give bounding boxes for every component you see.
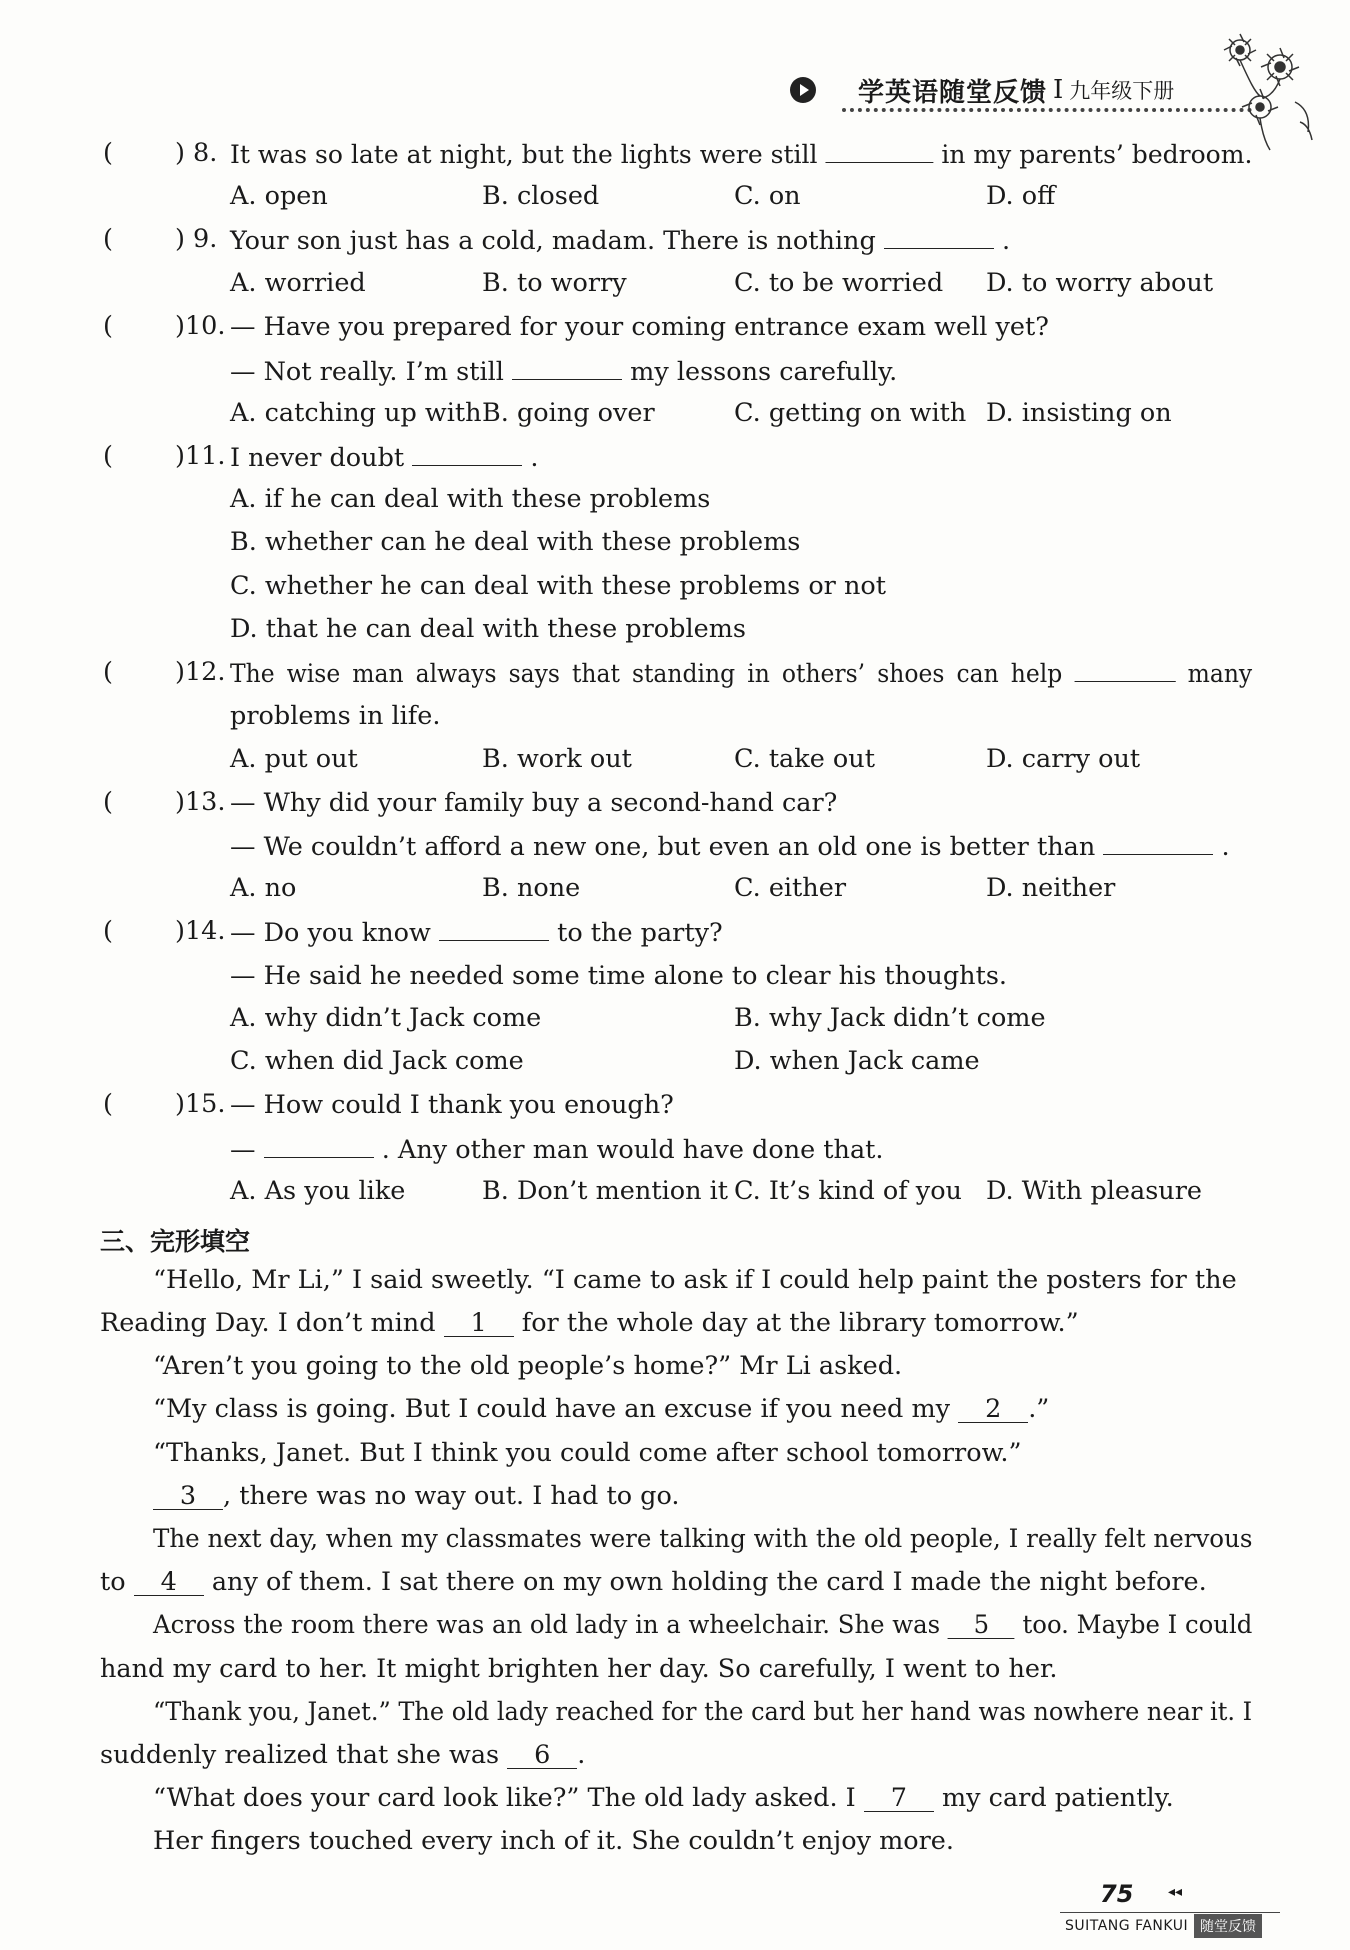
answer-option: D. off (986, 181, 1056, 211)
answer-paren: ( (103, 441, 113, 471)
question-stem: — How could I thank you enough? (230, 1090, 674, 1120)
text-line (153, 1350, 902, 1382)
answer-option: B. none (482, 873, 581, 903)
numbered-blank: 4 (134, 1569, 204, 1596)
answer-option: C. to be worried (734, 268, 944, 298)
play-icon (790, 77, 816, 103)
answer-paren: ( (103, 138, 113, 168)
text-line (153, 1393, 1049, 1425)
text-line (230, 830, 1230, 863)
passage-text: Reading Day. I don’t mind (100, 1308, 436, 1338)
answer-option: B. work out (482, 744, 632, 774)
passage-text: “Thanks, Janet. But I think you could come after school tomorrow.” (153, 1438, 1022, 1468)
question-stem-end: . (530, 443, 539, 473)
text-line (230, 960, 1007, 992)
passage-text: “Aren’t you going to the old people’s home?” Mr Li asked. (153, 1351, 903, 1381)
answer-blank (1103, 830, 1213, 855)
text-line (153, 1523, 1252, 1555)
answer-option: D. insisting on (986, 398, 1172, 428)
passage-text: , there was no way out. I had to go. (223, 1481, 680, 1511)
passage-text: for the whole day at the library tomorrow.” (521, 1308, 1079, 1338)
question-number: ) 9. (175, 224, 218, 254)
text-line (230, 1089, 674, 1121)
answer-option: D. With pleasure (986, 1176, 1203, 1206)
text-line (100, 1653, 1057, 1685)
text-line (230, 657, 1252, 690)
answer-option: C. on (734, 181, 801, 211)
text-line (153, 1264, 1237, 1296)
question-stem: Your son just has a cold, madam. There is nothing (230, 226, 876, 256)
answer-option: D. when Jack came (734, 1046, 980, 1076)
text-line (100, 1566, 1207, 1598)
numbered-blank: 6 (507, 1742, 577, 1769)
text-line (230, 311, 1049, 343)
numbered-blank: 1 (444, 1310, 514, 1337)
question-line2: — (230, 1135, 256, 1165)
answer-paren: ( (103, 224, 113, 254)
footer-badge: 随堂反馈 (1194, 1914, 1262, 1938)
text-line (230, 441, 538, 474)
answer-blank (439, 916, 549, 941)
text-line (230, 1133, 884, 1166)
question-number: )10. (175, 311, 226, 341)
flower-decoration-icon (1210, 22, 1320, 152)
question-stem: — Have you prepared for your coming entrance exam well yet? (230, 312, 1049, 342)
footer-rule (1060, 1912, 1280, 1913)
passage-text: “What does your card look like?” The old lady asked. I (153, 1783, 856, 1813)
question-stem-end: in my parents’ bedroom. (941, 140, 1253, 170)
passage-text: The next day, when my classmates were talking with the old people, I really felt nervous (153, 1524, 1253, 1554)
passage-text: . (577, 1740, 586, 1770)
question-number: )14. (175, 916, 226, 946)
passage-text: hand my card to her. It might brighten her day. So carefully, I went to her. (100, 1654, 1058, 1684)
answer-paren: ( (103, 657, 113, 687)
question-stem-end: many (1187, 659, 1253, 689)
text-line (230, 916, 723, 949)
grade-label: 九年级下册 (1069, 79, 1175, 103)
answer-option: C. when did Jack come (230, 1046, 524, 1076)
text-line (230, 700, 440, 732)
answer-option: C. It’s kind of you (734, 1176, 962, 1206)
page-arrows-icon: ◂◂ (1168, 1884, 1183, 1900)
question-line2: — He said he needed some time alone to clear his thoughts. (230, 961, 1008, 991)
answer-paren: ( (103, 916, 113, 946)
question-stem-end: to the party? (557, 918, 723, 948)
answer-option: D. carry out (986, 744, 1141, 774)
section-title: 三、完形填空 (100, 1227, 251, 1256)
numbered-blank: 3 (153, 1483, 223, 1510)
answer-option: B. why Jack didn’t come (734, 1003, 1046, 1033)
question-number: ) 8. (175, 138, 218, 168)
passage-text: suddenly realized that she was (100, 1740, 500, 1770)
passage-text: “Thank you, Janet.” The old lady reached for the card but her hand was nowhere near it. I (153, 1697, 1253, 1727)
answer-option: A. put out (230, 744, 358, 774)
question-line2-end: . (1221, 832, 1230, 862)
text-line (153, 1609, 1252, 1641)
question-line2: — Not really. I’m still (230, 357, 504, 387)
answer-option: C. whether he can deal with these problems or not (230, 571, 887, 601)
answer-option: A. catching up with (230, 398, 482, 428)
answer-option: B. to worry (482, 268, 627, 298)
answer-blank (412, 441, 522, 466)
passage-text: “Hello, Mr Li,” I said sweetly. “I came to ask if I could help paint the posters for the (153, 1265, 1237, 1295)
question-line2-end: . Any other man would have done that. (381, 1135, 884, 1165)
answer-paren: ( (103, 787, 113, 817)
passage-text: “My class is going. But I could have an excuse if you need my (153, 1394, 951, 1424)
answer-option: A. why didn’t Jack come (230, 1003, 542, 1033)
numbered-blank: 7 (864, 1785, 934, 1812)
answer-blank (512, 355, 622, 380)
question-stem: — Do you know (230, 918, 431, 948)
question-line2: — We couldn’t afford a new one, but even an old one is better than (230, 832, 1096, 862)
book-title: 学英语随堂反馈 (858, 77, 1048, 108)
footer-english: SUITANG FANKUI (1065, 1918, 1189, 1934)
passage-text: any of them. I sat there on my own holding the card I made the night before. (211, 1567, 1207, 1597)
answer-blank (825, 138, 933, 163)
answer-option: A. As you like (230, 1176, 406, 1206)
text-line (100, 1739, 585, 1771)
question-number: )13. (175, 787, 226, 817)
passage-text: too. Maybe I could (1022, 1610, 1253, 1640)
question-stem: The wise man always says that standing in others’ shoes can help (230, 659, 1063, 689)
answer-option: A. open (230, 181, 328, 211)
text-line (230, 224, 1010, 257)
answer-paren: ( (103, 311, 113, 341)
answer-blank (884, 224, 994, 249)
text-line (100, 1307, 1079, 1339)
question-number: )11. (175, 441, 226, 471)
answer-option: C. either (734, 873, 847, 903)
text-line (153, 1825, 954, 1857)
answer-option: B. going over (482, 398, 655, 428)
passage-text: Her fingers touched every inch of it. She couldn’t enjoy more. (153, 1826, 954, 1856)
text-line (230, 787, 837, 819)
header-dotted-rule (842, 108, 1252, 112)
answer-option: A. no (230, 873, 297, 903)
page-header (790, 70, 1174, 110)
answer-option: C. getting on with (734, 398, 967, 428)
answer-option: D. that he can deal with these problems (230, 614, 746, 644)
page-number: 75 (1100, 1880, 1134, 1908)
question-stem: — Why did your family buy a second-hand car? (230, 788, 838, 818)
question-line2: problems in life. (230, 701, 441, 731)
answer-option: A. worried (230, 268, 366, 298)
passage-text: Across the room there was an old lady in a wheelchair. She was (153, 1610, 941, 1640)
text-line (153, 1437, 1022, 1469)
question-stem-end: . (1002, 226, 1011, 256)
answer-option: B. Don’t mention it (482, 1176, 729, 1206)
answer-option: D. to worry about (986, 268, 1214, 298)
answer-blank (1074, 657, 1175, 682)
question-stem: I never doubt (230, 443, 405, 473)
text-line (153, 1480, 680, 1512)
answer-paren: ( (103, 1089, 113, 1119)
answer-option: D. neither (986, 873, 1116, 903)
question-line2-end: my lessons carefully. (630, 357, 898, 387)
text-line (153, 1782, 1174, 1814)
numbered-blank: 2 (958, 1396, 1028, 1423)
passage-text: my card patiently. (941, 1783, 1174, 1813)
text-line (230, 355, 897, 388)
question-number: )12. (175, 657, 226, 687)
text-line (230, 138, 1252, 171)
answer-option: A. if he can deal with these problems (230, 484, 711, 514)
passage-text: to (100, 1567, 126, 1597)
text-line (153, 1696, 1252, 1728)
answer-blank (264, 1133, 374, 1158)
header-separator: I (1053, 75, 1064, 105)
answer-option: B. closed (482, 181, 600, 211)
answer-option: C. take out (734, 744, 875, 774)
numbered-blank: 5 (948, 1612, 1015, 1639)
question-number: )15. (175, 1089, 226, 1119)
passage-text: .” (1028, 1394, 1050, 1424)
answer-option: B. whether can he deal with these problems (230, 527, 801, 557)
question-stem: It was so late at night, but the lights were still (230, 140, 818, 170)
